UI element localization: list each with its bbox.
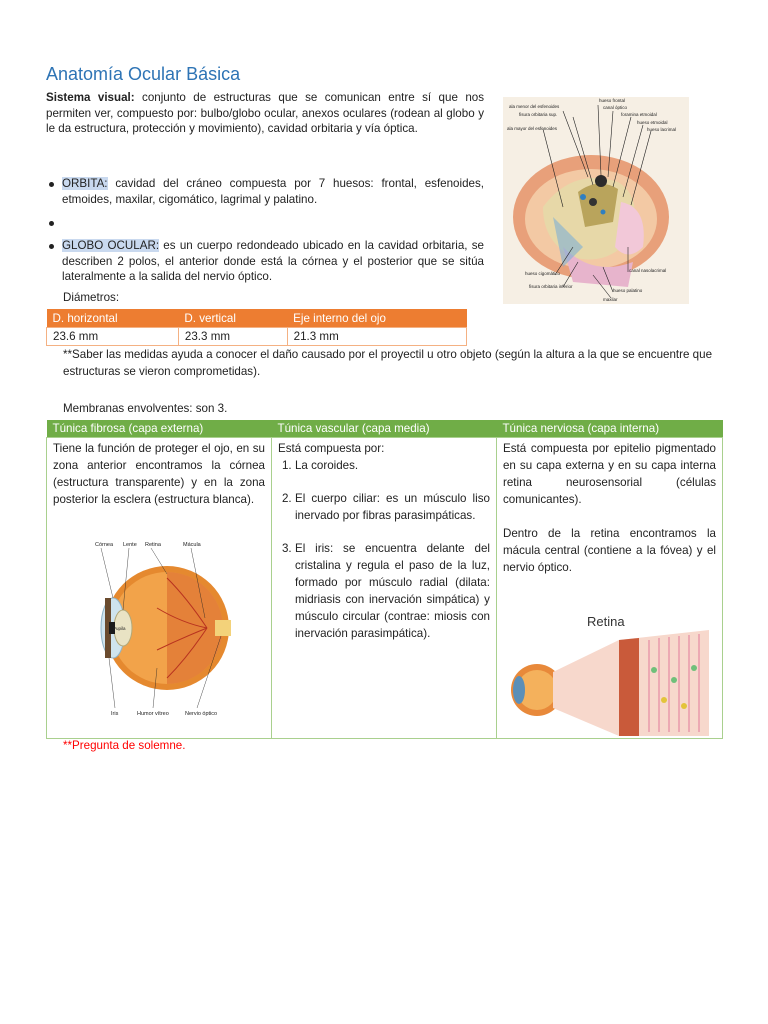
bullet-dot-icon — [49, 244, 54, 249]
bullet-globo — [46, 238, 484, 285]
table-header-cell: D. horizontal — [47, 309, 179, 328]
table-header-cell: Túnica nerviosa (capa interna) — [496, 420, 722, 438]
table-row — [47, 328, 467, 346]
orbit-label: hueso cigomático — [525, 271, 561, 276]
orbit-label: hueso frontal — [599, 98, 626, 103]
membranas-label: Membranas envolventes: — [63, 402, 193, 415]
exam-question-note: **Pregunta de solemne. — [63, 739, 186, 752]
orbit-label: foramina etmoidal — [621, 112, 657, 117]
eye-label: Pupila — [113, 626, 126, 631]
orbita-text: cavidad del cráneo compuesta por 7 huesos: frontal, esfenoides, etmoides, maxilar, cigomático, lagrimal y palatino. — [62, 177, 484, 206]
table-row — [47, 438, 723, 739]
list-number: 3. — [281, 542, 292, 555]
list-item — [278, 540, 490, 642]
list-item — [278, 490, 490, 524]
nerviosa-text-2: Dentro de la retina encontramos la mácula central (contiene a la fóvea) y el nervio óptico. — [502, 527, 716, 574]
membranas-count: son 3. — [192, 402, 228, 415]
table-header-cell: Túnica fibrosa (capa externa) — [47, 420, 272, 438]
list-text: El cuerpo ciliar: es un músculo liso inervado por fibras parasimpáticas. — [294, 492, 490, 522]
measurement-note: **Saber las medidas ayuda a conocer el daño causado por el proyectil u otro objeto (según la altura a la que se encuentre que estructuras se vieron comprometidas). — [63, 348, 713, 378]
list-item — [278, 457, 490, 474]
orbit-label: hueso lacrimal — [647, 127, 677, 132]
bullet-empty — [46, 215, 484, 230]
orbit-label: hueso etmoidal — [637, 120, 668, 125]
eye-diagram — [87, 538, 231, 723]
nerviosa-text-1: Está compuesta por epitelio pigmentado en su capa externa y en su capa interna retina neurosensorial (células comunicantes). — [502, 442, 716, 506]
orbita-label: ORBITA: — [62, 177, 108, 190]
globo-label: GLOBO OCULAR: — [62, 239, 160, 252]
orbit-label: canal óptico — [603, 105, 628, 110]
orbit-illustration — [503, 97, 689, 304]
list-number: 1. — [281, 459, 292, 472]
vascular-cell — [271, 438, 496, 739]
table-cell: 23.3 mm — [178, 328, 287, 346]
diametros-label: Diámetros: — [63, 291, 120, 304]
intro-label: Sistema visual: — [46, 91, 135, 104]
eye-label: Lente — [123, 542, 137, 548]
orbit-label: maxilar — [603, 297, 618, 302]
globo-text: es un cuerpo redondeado ubicado en la cavidad orbitaria, se describen 2 polos, el anterior donde está la córnea y el posterior que se sitúa lateralmente a la salida del nervio óptico. — [62, 239, 484, 283]
intro-text: conjunto de estructuras que se comunican entre sí que nos permiten ver, compuesto por: bulbo/globo ocular, anexos oculares (rodean al globo y le da estructura, protección y movimiento), cavidad orbitaria y vía óptica. — [46, 91, 485, 135]
eye-label: Mácula — [183, 542, 201, 548]
orbit-label: hueso palatino — [613, 288, 643, 293]
bullet-orbita — [46, 176, 484, 207]
bullet-dot-icon — [49, 182, 54, 187]
list-number: 2. — [281, 492, 292, 505]
eye-label: Retina — [145, 542, 161, 548]
tunicas-table — [46, 420, 723, 739]
diametros-table — [46, 309, 467, 346]
orbit-label: ala menor del esfenoides — [509, 104, 560, 109]
retina-title: Retina — [586, 614, 625, 629]
table-header-row — [47, 309, 467, 328]
bullet-dot-icon — [49, 221, 54, 226]
membranas-line — [63, 402, 227, 415]
vascular-intro: Está compuesta por: — [277, 442, 385, 455]
retina-diagram — [509, 610, 709, 741]
eye-label: Humor vítreo — [137, 711, 169, 717]
vascular-list — [278, 457, 490, 642]
intro-paragraph — [46, 90, 484, 137]
orbit-label: fisura orbitaria inferior — [529, 284, 573, 289]
page-title: Anatomía Ocular Básica — [46, 64, 241, 84]
table-cell: 21.3 mm — [287, 328, 466, 346]
table-cell: 23.6 mm — [47, 328, 179, 346]
table-header-row — [47, 420, 723, 438]
bullet-list — [46, 176, 484, 293]
list-text: La coroides. — [294, 459, 359, 472]
nerviosa-cell — [496, 438, 722, 739]
eye-label: Iris — [111, 711, 119, 717]
table-header-cell: Eje interno del ojo — [287, 309, 466, 328]
list-text: El iris: se encuentra delante del cristalina y regula el paso de la luz, formado por músculo radial (dilata: midriasis con inervación simpática) y músculo circular (contrae: miosis con inervación parasimpática). — [294, 542, 490, 640]
orbit-label: ala mayor del esfenoides — [507, 126, 558, 131]
orbit-label: fisura orbitaria sup. — [519, 112, 558, 117]
eye-label: Córnea — [95, 542, 114, 548]
table-header-cell: D. vertical — [178, 309, 287, 328]
fibrosa-cell — [47, 438, 272, 739]
table-header-cell: Túnica vascular (capa media) — [271, 420, 496, 438]
orbit-label: canal nasolacrimal — [629, 268, 667, 273]
eye-label: Nervio óptico — [185, 711, 218, 717]
fibrosa-text: Tiene la función de proteger el ojo, en su zona anterior encontramos la córnea (estructura transparente) y en la zona posterior la esclera (estructura blanca). — [53, 442, 265, 506]
